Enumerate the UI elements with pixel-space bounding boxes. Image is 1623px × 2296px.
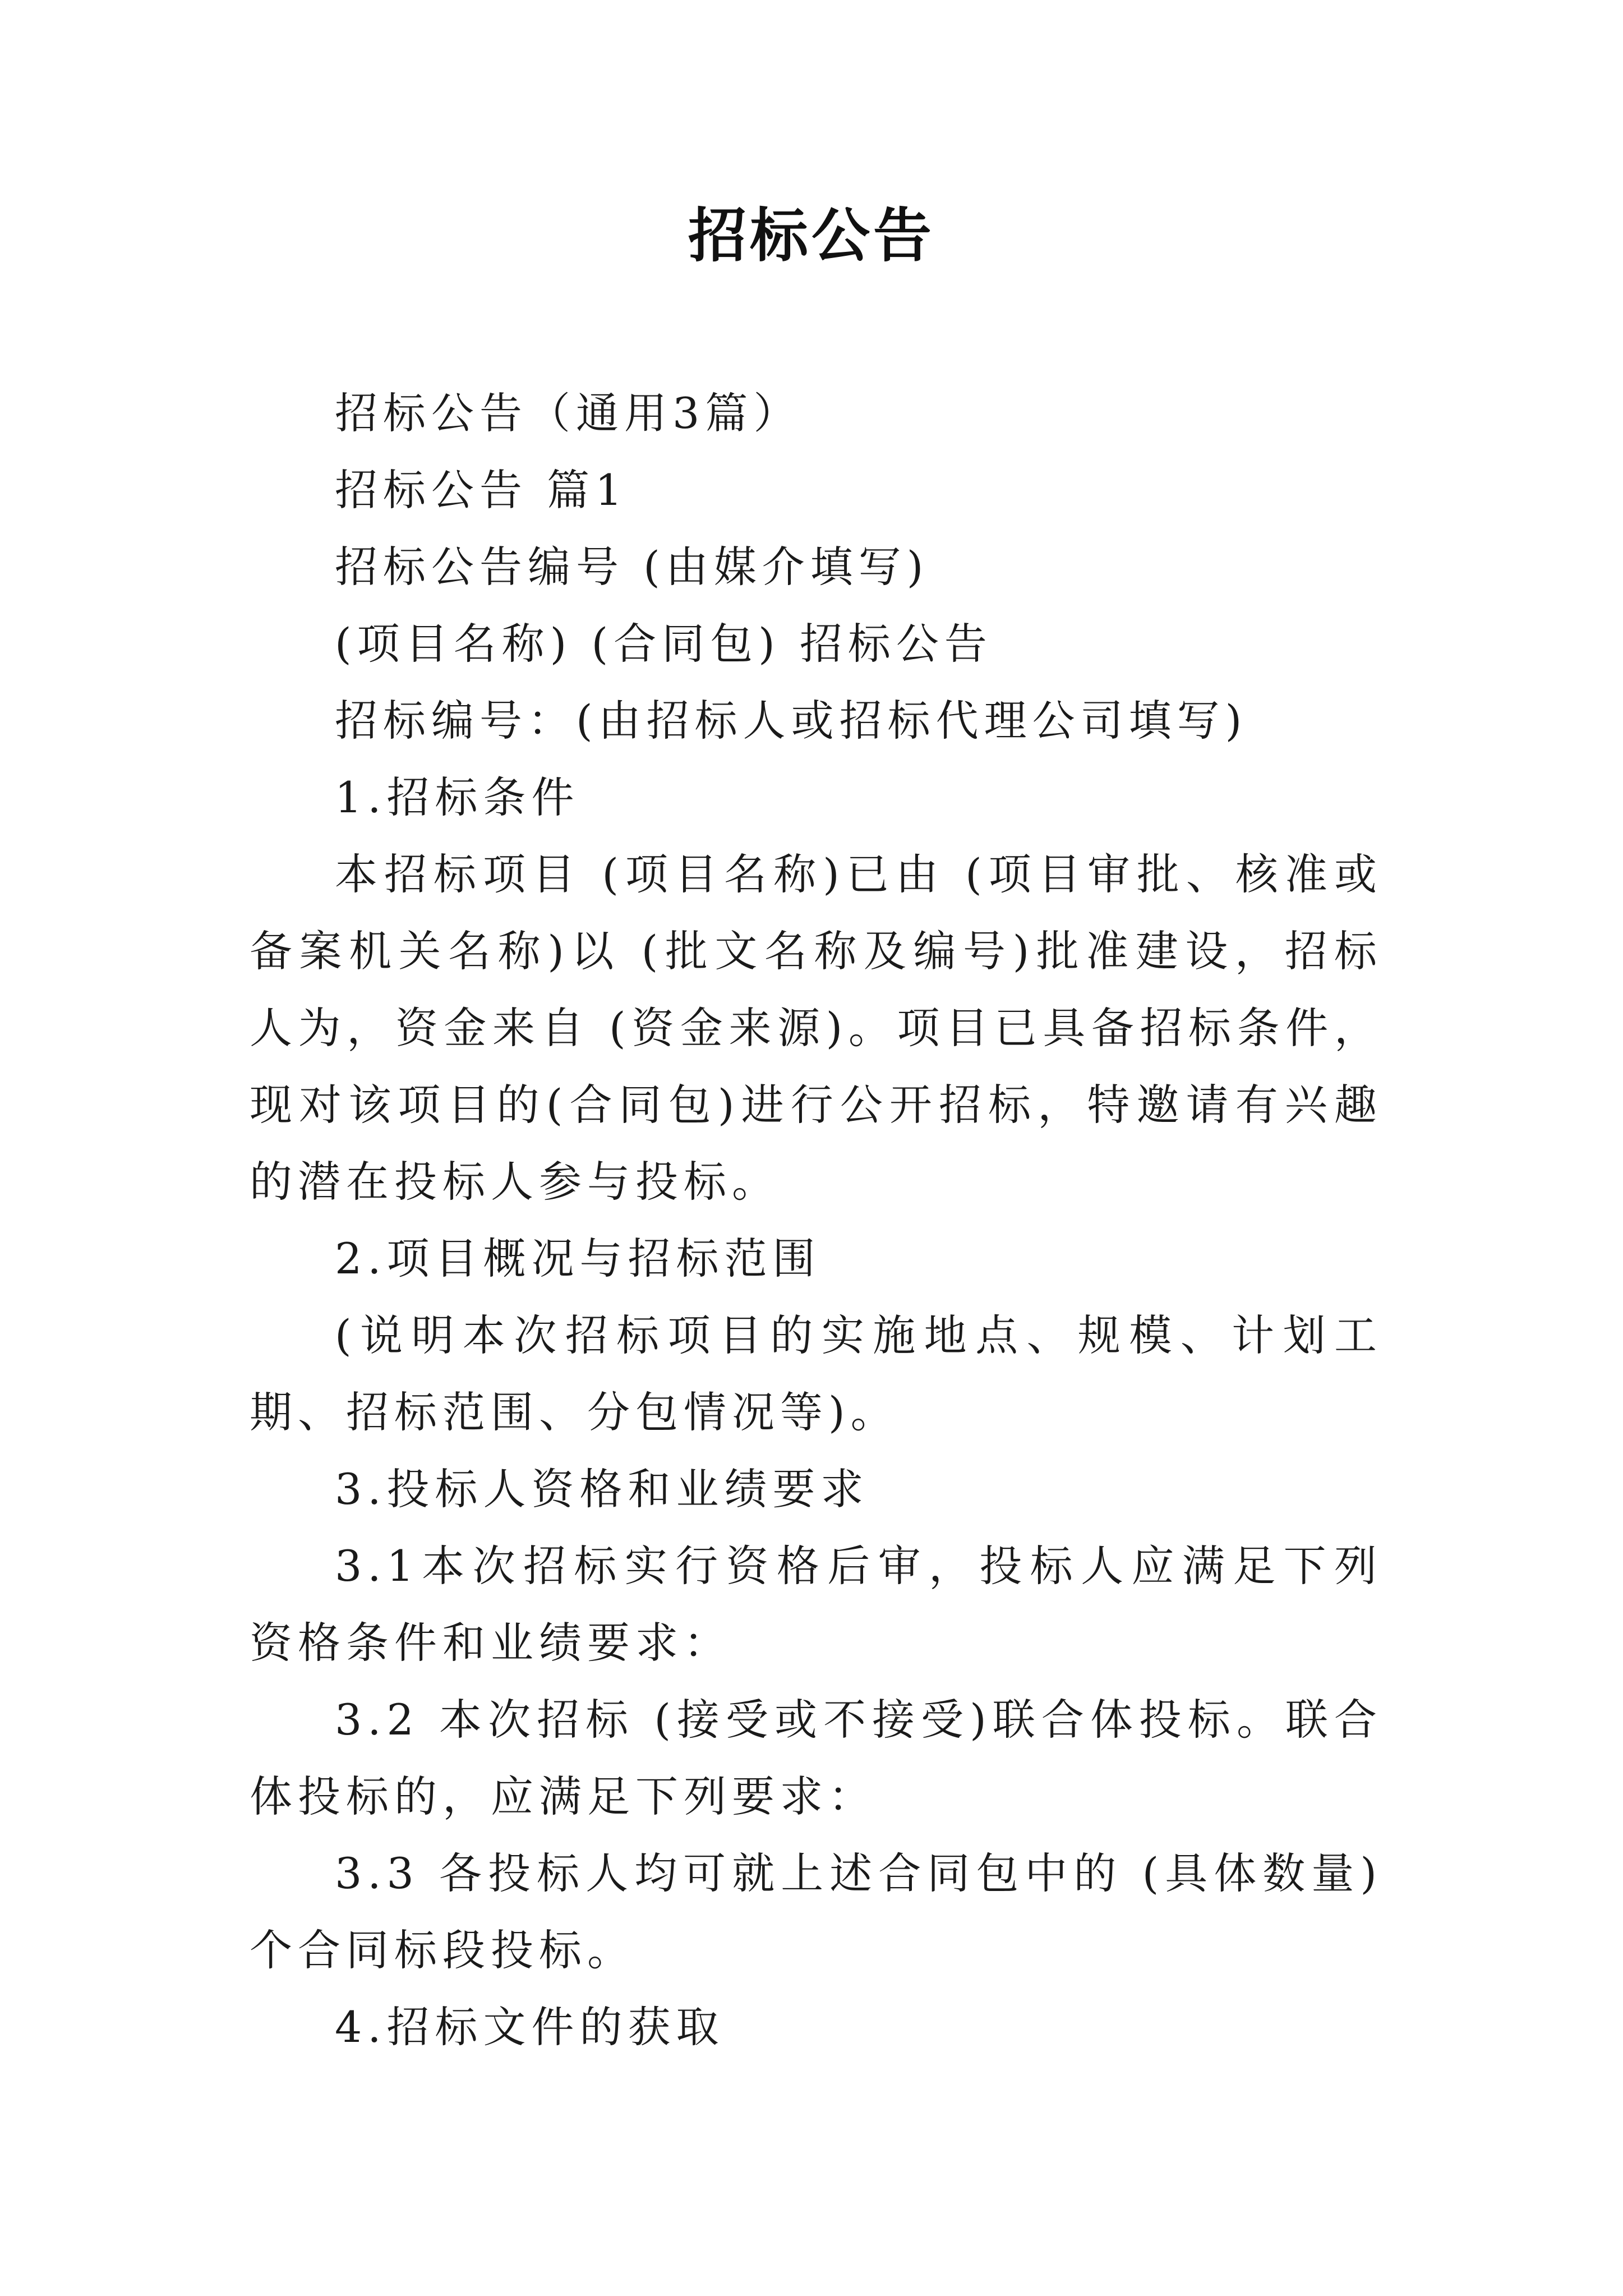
paragraph-project-overview: (说明本次招标项目的实施地点、规模、计划工期、招标范围、分包情况等)。 [250, 1310, 1382, 1437]
paragraph-notice-number: 招标公告编号 (由媒介填写) [335, 542, 929, 592]
paragraph-project-heading: (项目名称) (合同包) 招标公告 [335, 619, 993, 669]
paragraph-subtitle: 招标公告（通用3篇） [335, 388, 802, 438]
paragraph-tender-conditions: 本招标项目 (项目名称)已由 (项目审批、核准或备案机关名称)以 (批文名称及编号)批准建设，招标人为，资金来自 (资金来源)。项目已具备招标条件，现对该项目的(合同包)进行公开招标，特邀请有兴趣的潜在投标人参与投标。 [250, 849, 1382, 1207]
paragraph-part-heading: 招标公告 篇1 [335, 465, 628, 515]
section-heading-1: 1.招标条件 [335, 772, 580, 822]
paragraph-tender-number: 招标编号：(由招标人或招标代理公司填写) [335, 696, 1248, 746]
paragraph-3-2: 3.2 本次招标 (接受或不接受)联合体投标。联合体投标的，应满足下列要求： [250, 1695, 1382, 1821]
paragraph-3-1: 3.1本次招标实行资格后审，投标人应满足下列资格条件和业绩要求： [250, 1541, 1382, 1668]
section-heading-3: 3.投标人资格和业绩要求 [335, 1464, 869, 1514]
paragraph-3-3: 3.3 各投标人均可就上述合同包中的 (具体数量)个合同标段投标。 [250, 1848, 1382, 1975]
document-body [250, 375, 1382, 2065]
section-heading-4: 4.招标文件的获取 [335, 2002, 725, 2052]
document-title: 招标公告 [688, 201, 935, 270]
section-heading-2: 2.项目概况与招标范围 [335, 1234, 821, 1283]
